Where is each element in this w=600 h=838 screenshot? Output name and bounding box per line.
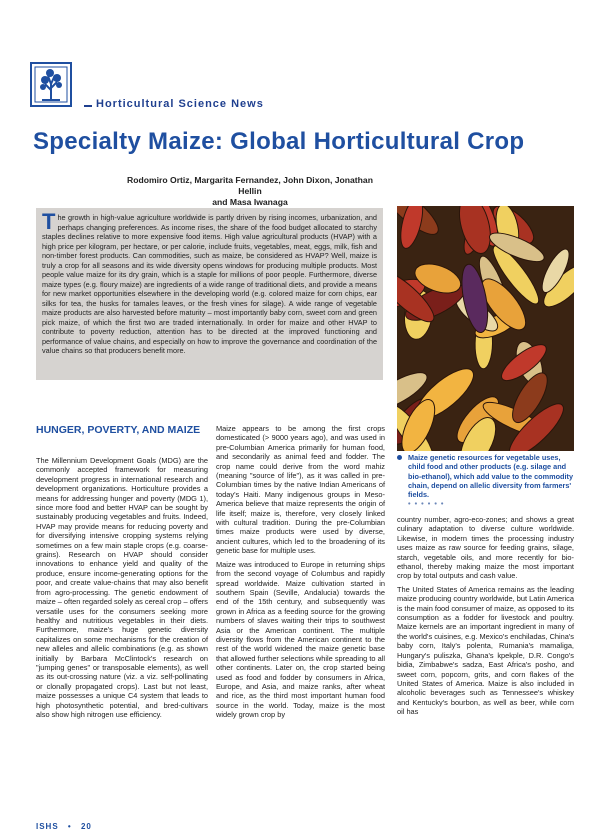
page-number: 20: [80, 822, 92, 831]
footer-separator: •: [67, 822, 72, 831]
paragraph: Maize was introduced to Europe in returning ships from the second voyage of Columbus and rapidly spread worldwide. Maize cultivation started in southern Spain (Seville, Andalucia) towards the end of the 15th century, and subsequently was grown in Africa as a feeding source for the growing numbers of slaves waiting their trips to southwest Asia or the American continent. The multiple diversity flows from the American continent to the rest of the world widened the maize genetic base that allowed further selections while spreading to all other continents. Later on, the crop started being used as food and fodder by consumers in Africa, Europe, and Asia, and maize ranks, after wheat and rice, as the third most important human food source in the world. Today, maize is the most widely grown crop by: [216, 559, 385, 720]
photo-caption: [400, 453, 575, 509]
paragraph: The United States of America remains as the leading maize producing country worldwide, but Latin America is the main food consumer of maize, as opposed to its consumption as a fodder for livestock and poultry. Maize kernels are an important ingredient in many of the world's cuisines, e.g. Mexico's enchiladas, China's baby corn, Italy's polenta, Rumania's mamaliga, Hungary's puliszka, Ghana's kpekple, D.R. Congo's bidia, Zimbabwe's sadza, East Africa's posho, and sweet corn, popcorn, grits, and corn flakes of the United States of America. Maize is also included in alcoholic beverages such as Tennessee's whiskey and Kentucky's bourbon, as well as beer, while corn oil has: [397, 584, 574, 717]
caption-dots: • • • • • •: [408, 499, 445, 509]
authors-line-2: and Masa Iwanaga: [212, 197, 288, 207]
article-title: Specialty Maize: Global Horticultural Crop: [33, 128, 525, 155]
caption-text: Maize genetic resources for vegetable uses, child food and other products (e.g. silage and bio-ethanol), which add value to the commodity chain, depend on allelic diversity from farmers' fields.: [408, 453, 573, 500]
drop-cap: T: [42, 209, 56, 234]
column-2: [216, 424, 385, 724]
column-3: [397, 515, 574, 721]
abstract-text: he growth in high-value agriculture worldwide is partly driven by rising incomes, urbanization, and perhaps changing preferences. As income rises, the share of the food budget allocated to starchy staples declines relative to more expensive food items. High value agricultural products (HVAP) with a high price per kilogram, per hectare, or per calorie, include fruits, vegetables, meat, eggs, milk, fish and non-timber forest products. Can commodities, such as maize, be considered as HVAP? Well, maize is truly a crop for all seasons and its wide diversity opens windows for producing multiple products. Most people value maize for its dry grain, which is a staple for millions of poor people. Furthermore, diverse maize types (e.g. floury maize) are ingredients of a wide range of traditional diets, and provide a means for new market opportunities elsewhere in the developing world (e.g. colored maize for corn chips, ear silks for tea, the husks for tamales leaves, or the fresh vines for silage). A wide range of vegetable maize products are also harvested before maturity – most importantly baby corn, sweet corn and green pick maize, of which the first two are traded internationally. In order for maize and other HVAP to contribute to poverty reduction, attention has to be directed at the improved functioning and performance of value chains, and especially on how to improve the governance and coordination of the value chains so that producers benefit more.: [42, 213, 377, 355]
footer-label: ISHS: [36, 822, 59, 831]
maize-photo: [397, 206, 574, 451]
column-1: [36, 456, 208, 723]
section-header: Horticultural Science News: [96, 98, 264, 110]
section-heading: HUNGER, POVERTY, AND MAIZE: [36, 424, 201, 436]
page-footer: [36, 822, 92, 831]
header-rule: [84, 105, 92, 107]
paragraph: country number, agro-eco-zones; and shows a great culinary adaptation to diverse culture worldwide. Likewise, in modern times the processing industry uses maize as raw source for feeding grains, silage, starch, vegetable oils, and more recently for bio-ethanol, thereby making maize the most important crop by total outputs and cash value.: [397, 515, 574, 581]
tree-logo-icon: [30, 62, 72, 107]
paragraph: The Millennium Development Goals (MDG) are the commonly accepted framework for measuring development progress in international research and development organizations. Horticulture provides a means for addressing hunger and poverty (MDG 1), since more food and better HVAP can be sought by sustainably producing vegetables and fruits. Indeed, HVAP may provide means for reducing poverty and for diversifying intensive cropping systems relying sometimes on a few main staple crops (e.g. coarse-grains). Research on HVAP should consider innovations to enhance yield and quality of the produce, ensure income-generating options for the poor, and create value-chains that may also benefit from agro-processing. The genetic endowment of maize – often regarded solely as cereal crop – offers versatile uses for the consumers seeking more healthy and nutritious vegetables in their diets. Furthermore, maize's huge genetic diversity capitalizes on some mechanisms for the creation of new alleles and allelic combinations (e.g. as shown initially by Barbara McClintock's research on "jumping genes" or transposable elements), as well as its out-crossing nature (viz. a viz. self-pollinating or clonally propagated crops). Last but not least, maize possesses a unique C4 system that leads to high photosynthetic potential, and bred-cultivars also show high nitrogen use efficiency.: [36, 456, 208, 719]
authors-line-1: Rodomiro Ortiz, Margarita Fernandez, John Dixon, Jonathan Hellin: [127, 175, 373, 196]
abstract-box: [36, 208, 383, 380]
paragraph: Maize appears to be among the first crops domesticated (> 9000 years ago), and was used in pre-Columbian America primarily for human food, and secondarily as animal feed and fodder. The crop name could derive from the word mahiz (meaning "source of life"), as it was called in pre-Columbian times by the native Indian Americans of today's Haiti. Many indigenous groups in Meso-America believe that maize represents the origin of life itself; maize is, therefore, very closely linked with cultural tradition. During the pre-Columbian times maize products were used by diverse, ancient cultures, which led to the broadening of its genetic base for multiple uses.: [216, 424, 385, 556]
author-list: [120, 175, 380, 208]
